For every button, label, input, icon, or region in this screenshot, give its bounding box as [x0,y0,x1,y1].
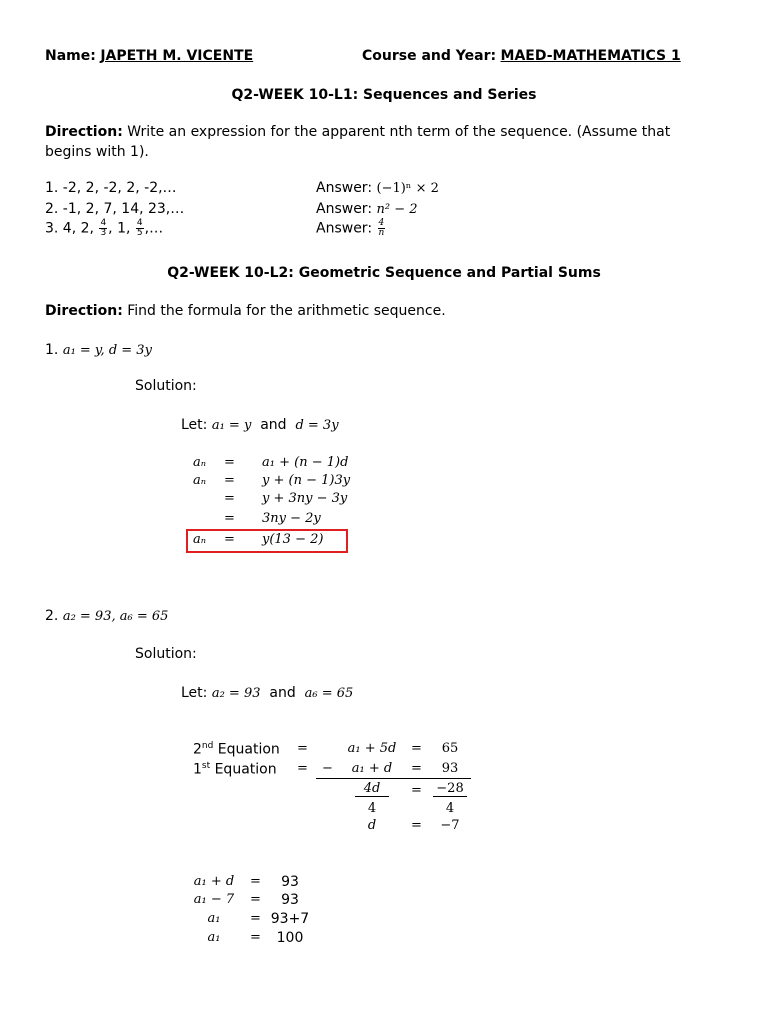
sub-row1-rhs: 93 [281,874,299,890]
p1-row5-rhs: y(13 − 2) [262,532,324,547]
p1-row1-rhs: a₁ + (n − 1)d [262,455,349,470]
final-eq: = [411,818,422,833]
result-rhs: −28 [433,781,467,797]
p1-row1-lhs: aₙ [193,455,207,470]
result-eq: = [411,783,422,798]
final-rhs: −7 [440,818,460,833]
direction-text: Write an expression for the apparent nth term of the sequence. (Assume that [127,124,671,140]
section1-direction-cont: begins with 1). [45,144,149,160]
section2-direction [45,303,446,319]
final-lhs: d [367,818,377,833]
sub-row3-eq: = [250,911,261,926]
p1-row2-rhs: y + (n − 1)3y [262,473,351,488]
problem1-solution-label: Solution: [135,378,197,394]
eq1-eq: = [411,761,422,776]
eq1-sign: = [297,761,308,776]
p1-row5-eq: = [224,532,235,547]
problem2-statement: 2. a₂ = 93, a₆ = 65 [45,608,169,624]
sub-row3-lhs: a₁ [207,911,221,926]
direction-label: Direction: [45,124,123,140]
seq-question-3: 3. 4, 2, $\frac{4}{3}$ , 1, $\frac{4}{5}$ ,… [45,218,164,238]
sub-row3-rhs: 93+7 [270,911,310,927]
seq-answer-1: Answer: (−1)ⁿ × 2 [316,180,439,196]
p1-row4-rhs: 3ny − 2y [262,511,321,526]
problem2-let: Let: a₂ = 93 and a₆ = 65 [181,685,354,701]
course-label: Course and Year: [362,48,497,64]
p1-row3-rhs: y + 3ny − 3y [262,491,348,506]
direction-text: Find the formula for the arithmetic sequence. [127,303,446,319]
name-label: Name: [45,48,96,64]
p1-row3-eq: = [224,491,235,506]
seq-answer-3: Answer: $\frac{4}{n}$ [316,218,385,238]
sub-row1-eq: = [250,874,261,889]
sub-row4-rhs: 100 [276,930,304,946]
seq-question-1: 1. -2, 2, -2, 2, -2,… [45,180,177,196]
p1-row2-eq: = [224,473,235,488]
subtract-sign: − [322,761,333,776]
sub-row4-eq: = [250,930,261,945]
sub-row1-lhs: a₁ + d [193,874,235,889]
course-line [362,48,681,64]
section2-title: Q2-WEEK 10-L2: Geometric Sequence and Partial Sums [167,265,601,281]
course-value: MAED-MATHEMATICS 1 [500,48,681,64]
p1-row4-eq: = [224,511,235,526]
name-line [45,48,253,64]
direction-label: Direction: [45,303,123,319]
second-equation-label: 2nd Equation [193,741,280,758]
sub-row2-eq: = [250,892,261,907]
divisor-lhs: 4 [367,801,377,816]
sub-row2-lhs: a₁ − 7 [193,892,235,907]
problem1-let: Let: a₁ = y and d = 3y [181,417,339,433]
sub-row4-lhs: a₁ [207,930,221,945]
p1-row1-eq: = [224,455,235,470]
result-lhs: 4d [355,781,389,797]
sub-row2-rhs: 93 [281,892,299,908]
eq2-rhs: 65 [441,741,459,756]
eq1-lhs: a₁ + d [351,761,393,776]
seq-answer-2: Answer: n² − 2 [316,201,418,217]
first-equation-label: 1st Equation [193,761,277,778]
divisor-rhs: 4 [445,801,455,816]
sum-line [316,778,471,779]
problem1-statement: 1. a₁ = y, d = 3y [45,342,152,358]
p1-row5-lhs: aₙ [193,532,207,547]
seq-question-2: 2. -1, 2, 7, 14, 23,… [45,201,185,217]
eq1-rhs: 93 [441,761,459,776]
name-value: JAPETH M. VICENTE [100,48,254,64]
p1-row2-lhs: aₙ [193,473,207,488]
eq2-eq: = [411,741,422,756]
eq2-lhs: a₁ + 5d [347,741,397,756]
problem2-solution-label: Solution: [135,646,197,662]
section1-title: Q2-WEEK 10-L1: Sequences and Series [231,87,537,103]
eq2-sign: = [297,741,308,756]
section1-direction [45,124,670,140]
